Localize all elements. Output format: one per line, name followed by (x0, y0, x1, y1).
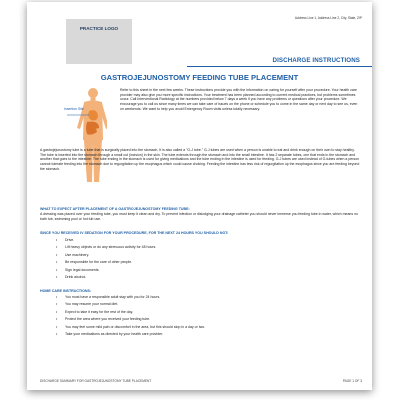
list-item: • Lift heavy objects or do any strenuous activity for 48 hours. (52, 244, 156, 251)
list-item: • Use machinery. (52, 252, 156, 259)
footer-document-name: DISCHARGE SUMMARY FOR GASTROJEJUNOSTOMY TUBE PLACEMENT (40, 379, 152, 383)
figure-head (88, 88, 98, 98)
dressing-paragraph: A dressing was placed over your feeding tube, you must keep it clean and dry. To prevent infection or dislodging your drainage catheter you should never immerse you feeding tube in water, which means no bath tub, swimming pool or hot tub use. (40, 212, 358, 221)
list-item: • Protect the area where you received your feeding tube. (52, 316, 205, 323)
footer-page-number: PAGE 1 OF 3 (342, 379, 362, 383)
intro-paragraph: Refer to this sheet in the next few weeks. These instructions provide you with the information on caring for yourself after your procedure. Your health care provider may also give you more specific instructions. Your treatment has been planned according to current medical practices, but problems sometimes occur. Call Interventional Radiology at the numbers provided below 7 days a week if you have any problems or questions after your procedure. We encourage you to call us since many times we can take care of issues on the phone or schedule you to come in the same day or next day to see us, even on weekends. We want to help you avoid Emergency Room visits unless totally necessary. (120, 88, 358, 111)
list-item: • Take your medications as directed by your health care provider. (52, 331, 205, 338)
section-rule (187, 66, 372, 67)
section-tab (187, 57, 372, 65)
insertion-site-label: Insertion Site (64, 107, 84, 111)
document-title: GASTROJEJUNOSTOMY FEEDING TUBE PLACEMENT (100, 73, 299, 82)
list-item: • You may resume your normal diet. (52, 301, 205, 308)
what-to-expect-heading: WHAT TO EXPECT AFTER PLACEMENT OF A GASTROJEJUNOSTOMY FEEDING TUBE: (40, 207, 190, 211)
list-item: • You must have a responsible adult stay with you for 24 hours. (52, 294, 205, 301)
section-title: DISCHARGE INSTRUCTIONS (272, 57, 360, 64)
list-item: • Drive. (52, 237, 156, 244)
document-page (27, 2, 372, 390)
home-care-list (52, 294, 205, 338)
address-line: Address Line 1, Address Line 2, City, State, ZIP (294, 16, 362, 20)
home-care-heading: HOME CARE INSTRUCTIONS: (40, 289, 92, 293)
gj-tube-paragraph: A gastrojejunostomy tube is a tube that is surgically placed into the stomach. It is also called a "G-J tube." G-J tubes are used when a person is unable to eat and drink enough on their own to stay healthy. The tube is inserted into the stomach through a small cut (incision) in the skin. The tube extends through the stomach and into the small intestine. It has 2 separate tubes, one that ends in the stomach and another that goes to the intestine. The tube ending in the stomach is used for giving medications and the tube ending in the intestine is used for feeding. G-J tubes are used instead of G-tubes when a person cannot tolerate feeding into the stomach due to regurgitation up the esophagus which could cause choking. Feeding the intestine has less risk of regurgitation up the esophagus since you are feeding beyond the stomach. (40, 148, 360, 171)
list-item: • Sign legal documents. (52, 267, 156, 274)
sedation-list (52, 237, 156, 281)
practice-logo-placeholder (66, 19, 132, 64)
sedation-heading: SINCE YOU RECEIVED IV SEDATION FOR YOUR PROCEDURE, FOR THE NEXT 24 HOURS YOU SHOULD NOT: (40, 231, 229, 235)
figure-torso (83, 101, 103, 143)
logo-text: PRACTICE LOGO (79, 26, 119, 31)
list-item: • Drink alcohol. (52, 274, 156, 281)
list-item: • Expect to take it easy for the rest of the day. (52, 309, 205, 316)
list-item: • Be responsible for the care of other people. (52, 259, 156, 266)
list-item: • You may feel some mild pain or discomfort in the area, but this should stop in a day or two. (52, 324, 205, 331)
